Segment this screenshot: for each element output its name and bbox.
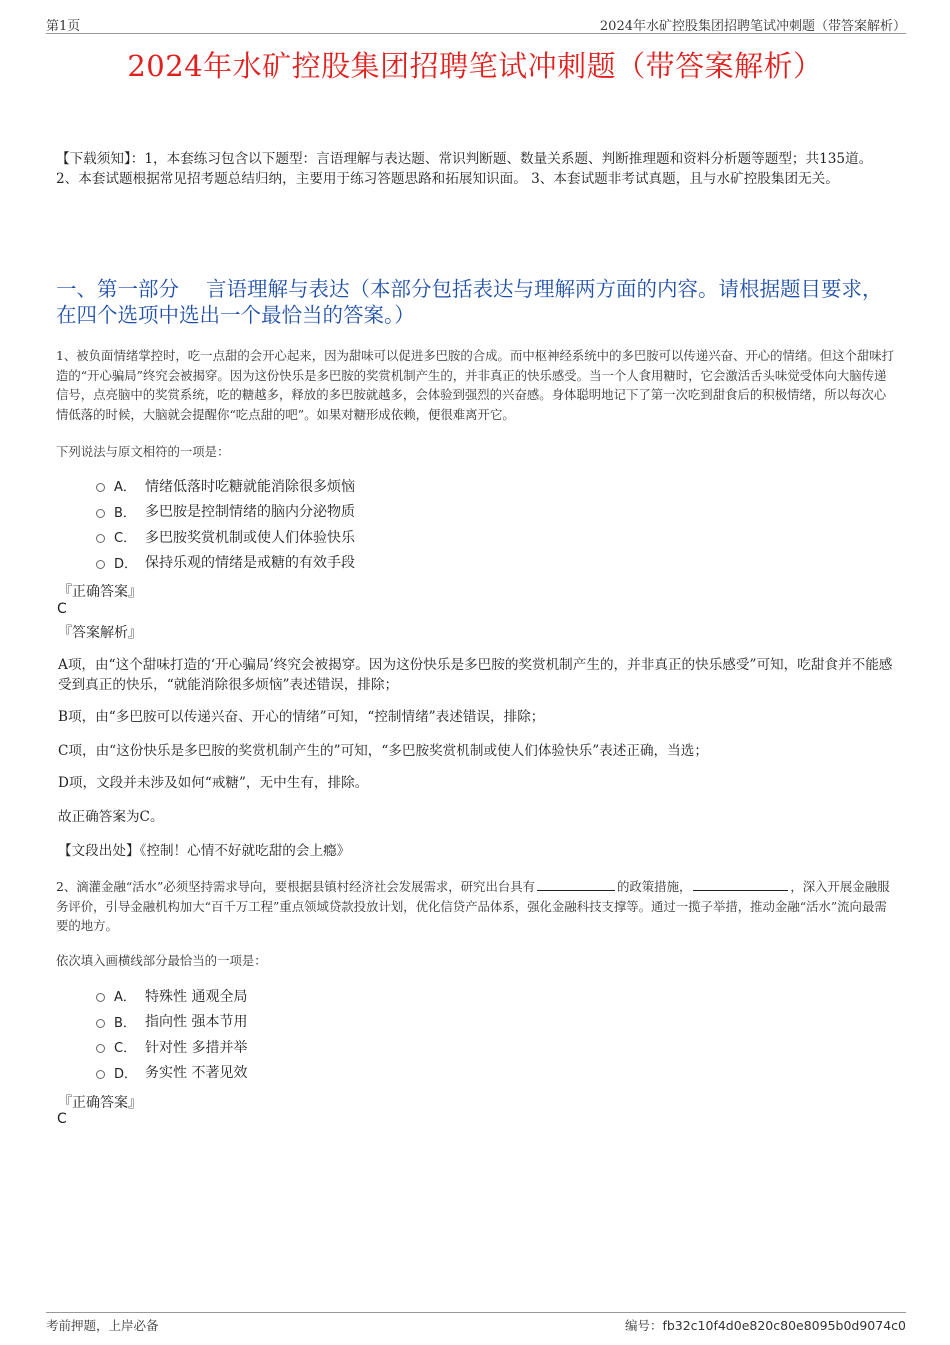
option-b[interactable]: B． 多巴胺是控制情绪的脑内分泌物质 bbox=[96, 499, 696, 525]
analysis-a: A项，由“这个甜味打造的‘开心骗局’终究会被揭穿。因为这份快乐是多巴胺的奖赏机制产生的，并非真正的快乐感受”可知，吃甜食并不能感受到真正的快乐，“就能消除很多烦恼”表述错误，排除； bbox=[58, 657, 893, 693]
option-c[interactable]: C． 针对性 多措并举 bbox=[96, 1034, 696, 1060]
question-2-options bbox=[96, 983, 696, 1085]
passage-source: 【文段出处】《控制！心情不好就吃甜的会上瘾》 bbox=[58, 843, 351, 859]
download-notice: 【下载须知】：1，本套练习包含以下题型：言语理解与表达题、常识判断题、数量关系题、判断推理题和资料分析题等题型；共135道。 2、本套试题根据常见招考题总结归纳，主要用于练习答题思路和拓展知识面。 3、本套试题非考试真题，且与水矿控股集团无关。 bbox=[56, 151, 873, 187]
analysis-d: D项，文段并未涉及如何“戒糖”，无中生有，排除。 bbox=[58, 775, 369, 791]
radio-icon[interactable] bbox=[96, 1044, 105, 1053]
fill-blank-1 bbox=[537, 879, 615, 891]
page-number: 第1页 bbox=[46, 19, 81, 34]
question-1-text: 1、被负面情绪掌控时，吃一点甜的会开心起来，因为甜味可以促进多巴胺的合成。而中枢神经系统中的多巴胺可以传递兴奋、开心的情绪。但这个甜味打造的“开心骗局”终究会被揭穿。因为这份快乐是多巴胺的奖赏机制产生的，并非真正的快乐感受。当一个人食用糖时，它会激活舌头味觉受体向大脑传递信号，点亮脑中的奖赏系统，吃的糖越多，释放的多巴胺就越多，会体验到强烈的兴奋感。身体聪明地记下了第一次吃到甜食后的积极情绪，所以每次心情低落的时候，大脑就会提醒你“吃点甜的吧”。如果对糖形成依赖，便很难离开它。 bbox=[56, 348, 895, 422]
radio-icon[interactable] bbox=[96, 993, 105, 1002]
page-header bbox=[46, 14, 906, 34]
radio-icon[interactable] bbox=[96, 1070, 105, 1079]
answer-value: C bbox=[57, 601, 67, 617]
fill-blank-2 bbox=[693, 879, 788, 891]
question-2-text: 2、滴灌金融“活水”必须坚持需求导向，要根据县镇村经济社会发展需求，研究出台具有 的政策措施， ，深入开展金融服务评价，引导金融机构加大“百千万工程”重点领域贷款投放计划，优化信贷产品体系，强化金融科技支撑等。通过一揽子举措，推动金融“活水”流向最需要的地方。 bbox=[56, 879, 890, 933]
answer-label: 『正确答案』 bbox=[58, 1095, 142, 1111]
document-id: 编号：fb32c10f4d0e820c80e8095b0d9074c0 bbox=[624, 1318, 906, 1333]
page-footer bbox=[46, 1312, 906, 1334]
question-1-prompt: 下列说法与原文相符的一项是： bbox=[56, 444, 230, 459]
radio-icon[interactable] bbox=[96, 483, 105, 492]
radio-icon[interactable] bbox=[96, 560, 105, 569]
header-doc-title: 2024年水矿控股集团招聘笔试冲刺题（带答案解析） bbox=[599, 19, 906, 34]
radio-icon[interactable] bbox=[96, 534, 105, 543]
answer-label: 『正确答案』 bbox=[58, 584, 142, 600]
question-1-options bbox=[96, 473, 696, 575]
option-b[interactable]: B． 指向性 强本节用 bbox=[96, 1009, 696, 1035]
analysis-b: B项，由“多巴胺可以传递兴奋、开心的情绪”可知，“控制情绪”表述错误，排除； bbox=[58, 709, 545, 725]
radio-icon[interactable] bbox=[96, 1019, 105, 1028]
option-d[interactable]: D． 保持乐观的情绪是戒糖的有效手段 bbox=[96, 550, 696, 576]
footer-slogan: 考前押题，上岸必备 bbox=[46, 1318, 159, 1333]
option-c[interactable]: C． 多巴胺奖赏机制或使人们体验快乐 bbox=[96, 524, 696, 550]
option-a[interactable]: A． 特殊性 通观全局 bbox=[96, 983, 696, 1009]
option-a[interactable]: A． 情绪低落时吃糖就能消除很多烦恼 bbox=[96, 473, 696, 499]
document-title: 2024年水矿控股集团招聘笔试冲刺题（带答案解析） bbox=[127, 49, 823, 83]
question-2-prompt: 依次填入画横线部分最恰当的一项是： bbox=[56, 953, 267, 968]
analysis-conclusion: 故正确答案为C。 bbox=[58, 809, 164, 825]
radio-icon[interactable] bbox=[96, 509, 105, 518]
answer-value: C bbox=[57, 1111, 67, 1127]
section-title: 一、第一部分 言语理解与表达（本部分包括表达与理解两方面的内容。请根据题目要求，在四个选项中选出一个最恰当的答案。） bbox=[56, 277, 883, 327]
analysis-c: C项，由“这份快乐是多巴胺的奖赏机制产生的”可知，“多巴胺奖赏机制或使人们体验快乐”表述正确，当选； bbox=[58, 743, 708, 759]
option-d[interactable]: D． 务实性 不著见效 bbox=[96, 1060, 696, 1086]
analysis-label: 『答案解析』 bbox=[58, 625, 142, 641]
